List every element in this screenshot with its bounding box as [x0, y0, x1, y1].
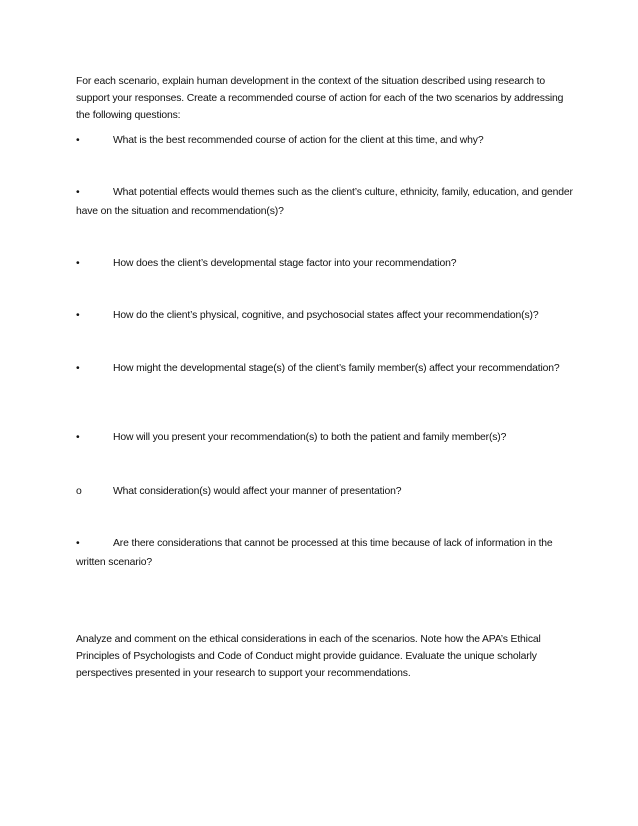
question-item: [76, 131, 576, 150]
question-text: How does the client’s developmental stage factor into your recommendation?: [113, 258, 457, 269]
bullet-marker: •: [76, 310, 80, 321]
question-text: How will you present your recommendation(s) to both the patient and family member(s)?: [113, 432, 507, 443]
question-text: What consideration(s) would affect your manner of presentation?: [113, 486, 402, 497]
circle-marker: o: [76, 486, 82, 497]
question-item: [76, 359, 576, 378]
question-item: [76, 482, 576, 501]
bullet-marker: •: [76, 187, 80, 198]
intro-paragraph: For each scenario, explain human development in the context of the situation described using research to support your responses. Create a recommended course of action for each of the two scenarios by addressing the following questions:: [76, 76, 564, 121]
bullet-marker: •: [76, 538, 80, 549]
question-text: How do the client’s physical, cognitive, and psychosocial states affect your recommendation(s)?: [113, 310, 539, 321]
bullet-marker: •: [76, 135, 80, 146]
question-text: What is the best recommended course of action for the client at this time, and why?: [113, 135, 484, 146]
closing-paragraph: Analyze and comment on the ethical considerations in each of the scenarios. Note how the APA’s Ethical Principles of Psychologists and Code of Conduct might provide guidance. Evaluate the unique scholarly perspectives presented in your research to support your recommendations.: [76, 634, 541, 679]
question-item: [76, 183, 576, 221]
bullet-marker: •: [76, 258, 80, 269]
question-item: [76, 428, 576, 447]
question-item: [76, 254, 576, 273]
question-text: What potential effects would themes such as the client’s culture, ethnicity, family, education, and gender have on the situation and recommendation(s)?: [76, 187, 573, 217]
question-text: How might the developmental stage(s) of the client’s family member(s) affect your recommendation?: [113, 363, 560, 374]
question-item: [76, 534, 576, 572]
question-item: [76, 306, 576, 325]
bullet-marker: •: [76, 432, 80, 443]
question-text: Are there considerations that cannot be processed at this time because of lack of information in the written scenario?: [76, 538, 553, 568]
bullet-marker: •: [76, 363, 80, 374]
